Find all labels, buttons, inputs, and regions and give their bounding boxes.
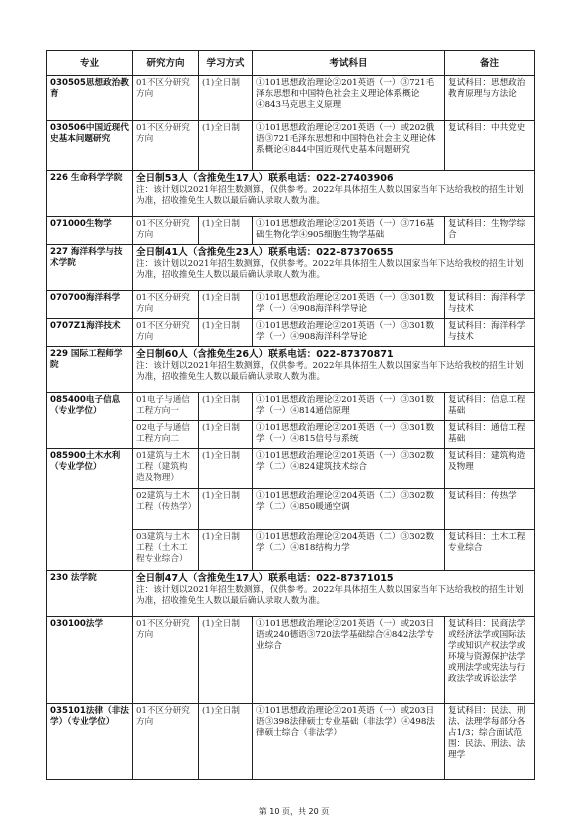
mode-cell: (1)全日制 (199, 421, 253, 449)
direction-cell: 01不区分研究方向 (133, 319, 199, 347)
exam-cell: ①101思想政治理论②201英语（一）或203日语③398法律硕士专业基础（非法学）④498法律硕士综合（非法学） (253, 704, 445, 780)
header-direction: 研究方向 (133, 51, 199, 76)
exam-cell: ①101思想政治理论②201英语（一）③302数学（二）④824建筑技术综合 (253, 449, 445, 489)
remark-cell: 复试科目：建筑构造及物理 (445, 449, 535, 489)
major-cell: 030506中国近现代史基本问题研究 (47, 121, 133, 171)
table-row (47, 617, 535, 704)
remark-cell: 复试科目：土木工程专业综合 (445, 530, 535, 571)
direction-cell: 01不区分研究方向 (133, 121, 199, 171)
header-major: 专业 (47, 51, 133, 76)
enrollment-table (46, 50, 535, 780)
department-info (133, 171, 535, 217)
department-info (133, 347, 535, 393)
table-row (47, 449, 535, 489)
department-name: 226 生命科学学院 (47, 171, 133, 217)
direction-cell: 01不区分研究方向 (133, 217, 199, 245)
header-mode: 学习方式 (199, 51, 253, 76)
exam-cell: ①101思想政治理论②201英语（一）或202俄语③721毛泽东思想和中国特色社会主义理论体系概论④844中国近现代史基本问题研究 (253, 121, 445, 171)
direction-cell: 01不区分研究方向 (133, 76, 199, 121)
department-name: 230 法学院 (47, 571, 133, 617)
department-info (133, 571, 535, 617)
table-header-row (47, 51, 535, 76)
major-cell: 035101法律（非法学）（专业学位） (47, 704, 133, 780)
major-cell: 0707Z1海洋技术 (47, 319, 133, 347)
mode-cell: (1)全日制 (199, 76, 253, 121)
table-row (47, 76, 535, 121)
mode-cell: (1)全日制 (199, 319, 253, 347)
department-row (47, 171, 535, 217)
exam-cell: ①101思想政治理论②201英语（一）③721毛泽东思想和中国特色社会主义理论体系概论④843马克思主义原理 (253, 76, 445, 121)
plan-note: 注：该计划以2021年招生数测算，仅供参考。2022年具体招生人数以国家当年下达给我校的招生计划为准，招收推免生人数以最后确认录取人数为准。 (136, 185, 524, 206)
major-cell: 030100法学 (47, 617, 133, 704)
enrollment-summary: 全日制47人（含推免生17人）联系电话：022-87371015 (136, 573, 394, 584)
enrollment-summary: 全日制60人（含推免生26人）联系电话：022-87370871 (136, 349, 394, 360)
table-row (47, 291, 535, 319)
table-row (47, 217, 535, 245)
direction-cell: 01不区分研究方向 (133, 704, 199, 780)
remark-cell: 复试科目：生物学综合 (445, 217, 535, 245)
mode-cell: (1)全日制 (199, 217, 253, 245)
direction-cell: 01电子与通信工程方向一 (133, 393, 199, 421)
major-cell: 070700海洋科学 (47, 291, 133, 319)
mode-cell: (1)全日制 (199, 393, 253, 421)
mode-cell: (1)全日制 (199, 121, 253, 171)
plan-note: 注：该计划以2021年招生数测算，仅供参考。2022年具体招生人数以国家当年下达给我校的招生计划为准，招收推免生人数以最后确认录取人数为准。 (136, 585, 524, 606)
major-cell: 085900土木水利（专业学位） (47, 449, 133, 571)
exam-cell: ①101思想政治理论②201英语（一）或203日语或240德语③720法学基础综合④842法学专业综合 (253, 617, 445, 704)
remark-cell: 复试科目：通信工程基础 (445, 421, 535, 449)
remark-cell: 复试科目：海洋科学与技术 (445, 319, 535, 347)
plan-note: 注：该计划以2021年招生数测算，仅供参考。2022年具体招生人数以国家当年下达给我校的招生计划为准，招收推免生人数以最后确认录取人数为准。 (136, 361, 524, 382)
direction-cell: 01不区分研究方向 (133, 291, 199, 319)
mode-cell: (1)全日制 (199, 617, 253, 704)
remark-cell: 复试科目：传热学 (445, 489, 535, 530)
remark-cell: 复试科目：海洋科学与技术 (445, 291, 535, 319)
exam-cell: ①101思想政治理论②201英语（一）③301数学（一）④815信号与系统 (253, 421, 445, 449)
department-row (47, 571, 535, 617)
direction-cell: 01建筑与土木工程（建筑构造及物理） (133, 449, 199, 489)
header-remark: 备注 (445, 51, 535, 76)
header-exam: 考试科目 (253, 51, 445, 76)
table-row (47, 319, 535, 347)
department-row (47, 245, 535, 291)
remark-cell: 复试科目：中共党史 (445, 121, 535, 171)
remark-cell: 复试科目：思想政治教育原理与方法论 (445, 76, 535, 121)
plan-note: 注：该计划以2021年招生数测算，仅供参考。2022年具体招生人数以国家当年下达给我校的招生计划为准，招收推免生人数以最后确认录取人数为准。 (136, 259, 524, 280)
major-cell: 085400电子信息（专业学位） (47, 393, 133, 449)
table-row (47, 121, 535, 171)
mode-cell: (1)全日制 (199, 704, 253, 780)
exam-cell: ①101思想政治理论②204英语（二）③302数学（二）④818结构力学 (253, 530, 445, 571)
page-footer: 第 10 页，共 20 页 (258, 807, 330, 816)
exam-cell: ①101思想政治理论②201英语（一）③716基础生物化学④905细胞生物学基础 (253, 217, 445, 245)
exam-cell: ①101思想政治理论②204英语（二）③302数学（二）④850暖通空调 (253, 489, 445, 530)
mode-cell: (1)全日制 (199, 530, 253, 571)
table-row (47, 704, 535, 780)
exam-cell: ①101思想政治理论②201英语（一）③301数学（一）④814通信原理 (253, 393, 445, 421)
major-cell: 071000生物学 (47, 217, 133, 245)
direction-cell: 02建筑与土木工程（传热学） (133, 489, 199, 530)
remark-cell: 复试科目：信息工程基础 (445, 393, 535, 421)
direction-cell: 03建筑与土木工程（土木工程专业综合） (133, 530, 199, 571)
major-cell: 030505思想政治教育 (47, 76, 133, 121)
exam-cell: ①101思想政治理论②201英语（一）③301数学（一）④908海洋科学导论 (253, 291, 445, 319)
mode-cell: (1)全日制 (199, 489, 253, 530)
remark-cell: 复试科目：民商法学或经济法学或国际法学或知识产权法学或环境与资源保护法学或刑法学或宪法与行政法学或诉讼法学 (445, 617, 535, 704)
remark-cell: 复试科目：民法、刑法、法理学每部分各占1/3；综合面试范围：民法、刑法、法理学 (445, 704, 535, 780)
enrollment-summary: 全日制53人（含推免生17人）联系电话：022-27403906 (136, 173, 394, 184)
direction-cell: 02电子与通信工程方向二 (133, 421, 199, 449)
mode-cell: (1)全日制 (199, 449, 253, 489)
department-name: 227 海洋科学与技术学院 (47, 245, 133, 291)
enrollment-summary: 全日制41人（含推免生23人）联系电话：022-87370655 (136, 247, 394, 258)
department-row (47, 347, 535, 393)
mode-cell: (1)全日制 (199, 291, 253, 319)
exam-cell: ①101思想政治理论②201英语（一）③301数学（一）④908海洋科学导论 (253, 319, 445, 347)
department-name: 229 国际工程师学院 (47, 347, 133, 393)
department-info (133, 245, 535, 291)
direction-cell: 01不区分研究方向 (133, 617, 199, 704)
table-row (47, 393, 535, 421)
